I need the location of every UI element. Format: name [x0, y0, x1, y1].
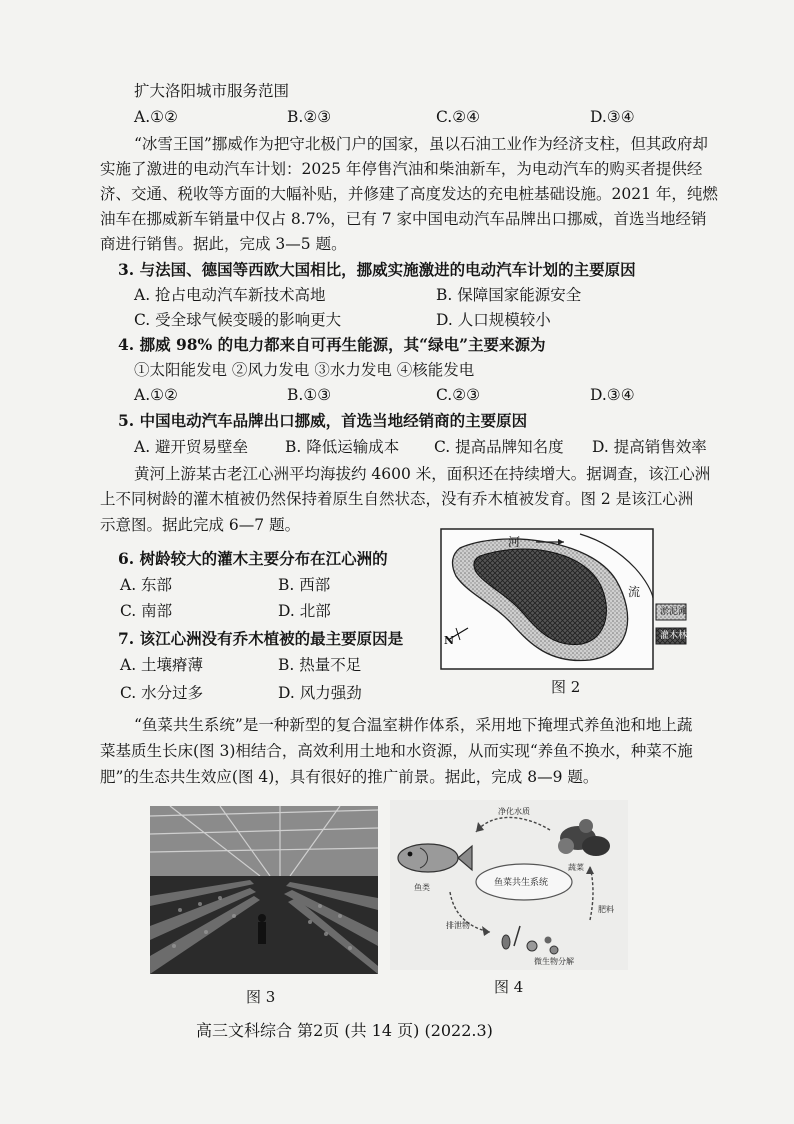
q6-option-c: C. 南部 — [120, 602, 173, 620]
q7-option-b: B. 热量不足 — [278, 656, 362, 674]
q4-option-b: B.①③ — [287, 386, 332, 404]
q6-option-b: B. 西部 — [278, 576, 331, 594]
q2-tail: 扩大洛阳城市服务范围 — [134, 82, 290, 100]
passage2-line: 上不同树龄的灌木植被仍然保持着原生自然状态，没有乔木植被发育。图 2 是该江心洲 — [100, 490, 694, 508]
passage3-line: 菜基质生长床(图 3)相结合，高效利用土地和水资源，从而实现“养鱼不换水，种菜不施 — [100, 742, 693, 760]
label-purify-water: 净化水质 — [498, 807, 530, 816]
river-label-1: 河 — [508, 535, 521, 549]
label-microbe-decompose: 微生物分解 — [534, 957, 574, 966]
q6-option-d: D. 北部 — [278, 602, 331, 620]
q4-option-c: C.②③ — [436, 386, 481, 404]
figure-4-caption: 图 4 — [494, 978, 524, 996]
river-label-2: 流 — [628, 585, 641, 599]
passage3-line: 肥”的生态共生效应(图 4)，具有很好的推广前景。据此，完成 8—9 题。 — [100, 768, 599, 786]
q3-option-b: B. 保障国家能源安全 — [436, 286, 582, 304]
q5-option-c: C. 提高品牌知名度 — [434, 438, 564, 456]
q5-option-b: B. 降低运输成本 — [285, 438, 400, 456]
q6-stem: 6. 树龄较大的灌木主要分布在江心洲的 — [118, 549, 388, 568]
q4-stem: 4. 挪威 98% 的电力都来自可再生能源，其“绿电”主要来源为 — [118, 335, 546, 354]
q2-option-c: C.②④ — [436, 108, 481, 126]
passage1-line: 实施了激进的电动汽车计划：2025 年停售汽油和柴油新车，为电动汽车的购买者提供经 — [100, 160, 703, 178]
north-label: N — [444, 634, 455, 647]
q3-stem: 3. 与法国、德国等西欧大国相比，挪威实施激进的电动汽车计划的主要原因 — [118, 260, 636, 279]
label-system-center: 鱼菜共生系统 — [494, 878, 549, 888]
label-fish: 鱼类 — [414, 883, 430, 892]
passage1-line: 济、交通、税收等方面的大幅补贴，并修建了高度发达的充电桩基础设施。2021 年，纯燃 — [100, 185, 718, 203]
q4-option-d: D.③④ — [590, 386, 635, 404]
q2-option-b: B.②③ — [287, 108, 332, 126]
passage2-line: 黄河上游某古老江心洲平均海拔约 4600 米，面积还在持续增大。据调查，该江心洲 — [134, 465, 711, 483]
q3-option-d: D. 人口规模较小 — [436, 311, 551, 329]
q3-option-a: A. 抢占电动汽车新技术高地 — [134, 286, 326, 304]
legend-label-shrub: 灌木林 — [660, 631, 688, 641]
passage3-line: “鱼菜共生系统”是一种新型的复合温室耕作体系，采用地下掩埋式养鱼池和地上蔬 — [134, 716, 693, 734]
page-footer: 高三文科综合 第2页 (共 14 页) (2022.3) — [196, 1021, 493, 1040]
q7-stem: 7. 该江心洲没有乔木植被的最主要原因是 — [118, 629, 404, 648]
figure-2-island-map — [440, 528, 688, 670]
figure-2-caption: 图 2 — [551, 678, 581, 696]
figure-4-cycle-diagram — [390, 800, 628, 970]
q2-option-d: D.③④ — [590, 108, 635, 126]
q7-option-c: C. 水分过多 — [120, 684, 204, 702]
q7-option-d: D. 风力强劲 — [278, 684, 362, 702]
figure-3-greenhouse-photo — [150, 806, 378, 974]
passage1-line: 商进行销售。据此，完成 3—5 题。 — [100, 235, 347, 253]
q6-option-a: A. 东部 — [120, 576, 173, 594]
label-excrement: 排泄物 — [446, 921, 470, 930]
passage1-line: 油车在挪威新车销量中仅占 8.7%，已有 7 家中国电动汽车品牌出口挪威，首选当地经销 — [100, 210, 707, 228]
q7-option-a: A. 土壤瘠薄 — [120, 656, 204, 674]
label-vegetables: 蔬菜 — [568, 863, 584, 872]
passage2-line: 示意图。据此完成 6—7 题。 — [100, 516, 301, 534]
q5-stem: 5. 中国电动汽车品牌出口挪威，首选当地经销商的主要原因 — [118, 411, 528, 430]
q5-option-a: A. 避开贸易壁垒 — [134, 438, 249, 456]
person-figure — [258, 914, 266, 944]
q5-option-d: D. 提高销售效率 — [592, 438, 707, 456]
q4-items: ①太阳能发电 ②风力发电 ③水力发电 ④核能发电 — [134, 361, 475, 379]
q2-option-a: A.①② — [134, 108, 178, 126]
q4-option-a: A.①② — [134, 386, 178, 404]
passage1-line: “冰雪王国”挪威作为把守北极门户的国家，虽以石油工业作为经济支柱，但其政府却 — [134, 135, 708, 153]
legend-label-mud: 淤泥滩 — [660, 607, 688, 617]
q3-option-c: C. 受全球气候变暖的影响更大 — [134, 311, 342, 329]
figure-3-caption: 图 3 — [246, 988, 276, 1006]
label-fertilizer: 肥料 — [598, 905, 614, 914]
